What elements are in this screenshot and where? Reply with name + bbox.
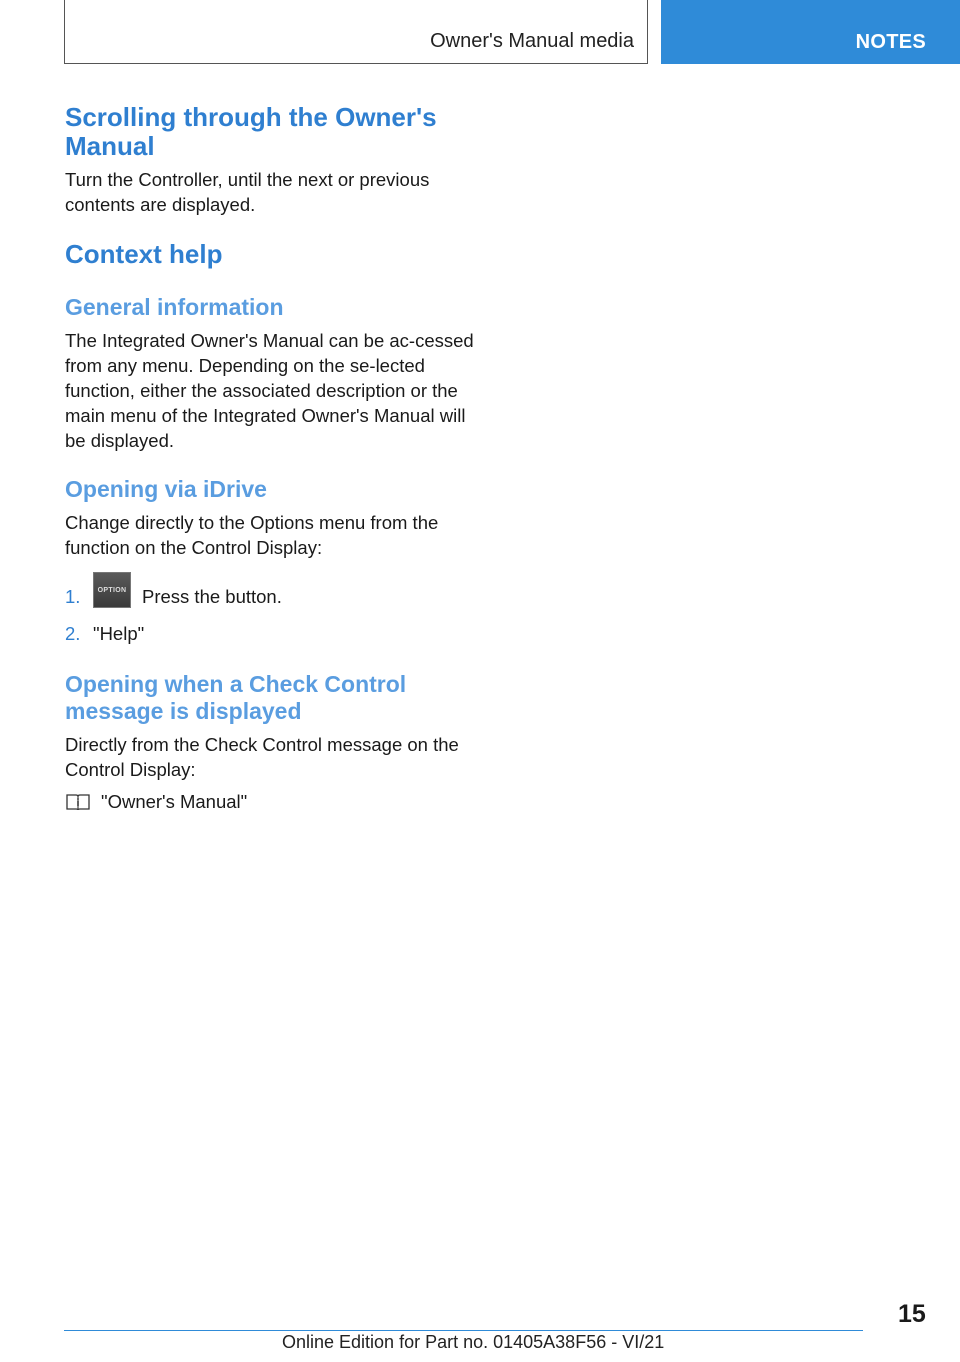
- steps-list: [65, 576, 485, 646]
- paragraph-general-information: The Integrated Owner's Manual can be ac-cessed from any menu. Depending on the se-lected function, either the associated description or the main menu of the Integrated Owner's Manual will be displayed.: [65, 330, 474, 451]
- paragraph-scrolling: Turn the Controller, until the next or previous contents are displayed.: [65, 169, 430, 215]
- option-button-label: OPTION: [97, 586, 127, 594]
- footer-divider: [64, 1330, 863, 1331]
- heading-opening-check-control: Opening when a Check Control message is displayed: [65, 671, 407, 724]
- paragraph-opening-idrive: Change directly to the Options menu from the function on the Control Display:: [65, 512, 439, 558]
- list-item: [65, 621, 485, 646]
- step-text: "Help": [93, 623, 145, 644]
- section-title: Owner's Manual media: [430, 30, 634, 52]
- check-control-item: [65, 789, 485, 814]
- step-number: 2.: [65, 623, 81, 644]
- manual-book-icon: [65, 793, 91, 811]
- paragraph-opening-check-control: Directly from the Check Control message on the Control Display:: [65, 734, 459, 780]
- check-control-item-text: "Owner's Manual": [101, 791, 248, 812]
- heading-general-information: General information: [65, 294, 284, 320]
- step-text: Press the button.: [142, 585, 282, 607]
- heading-opening-idrive: Opening via iDrive: [65, 476, 267, 502]
- option-button-icon: [93, 572, 131, 608]
- page-number: 15: [898, 1300, 926, 1328]
- footer-edition-text: Online Edition for Part no. 01405A38F56 - VI/21: [282, 1332, 665, 1352]
- heading-scrolling: Scrolling through the Owner's Manual: [65, 102, 437, 161]
- header-section-title: [64, 0, 648, 64]
- page-content: [65, 103, 485, 814]
- step-number: 1.: [65, 585, 81, 607]
- header-tab-notes[interactable]: [661, 0, 960, 64]
- tab-label: NOTES: [855, 31, 926, 53]
- heading-context-help: Context help: [65, 239, 223, 269]
- list-item: [65, 576, 485, 616]
